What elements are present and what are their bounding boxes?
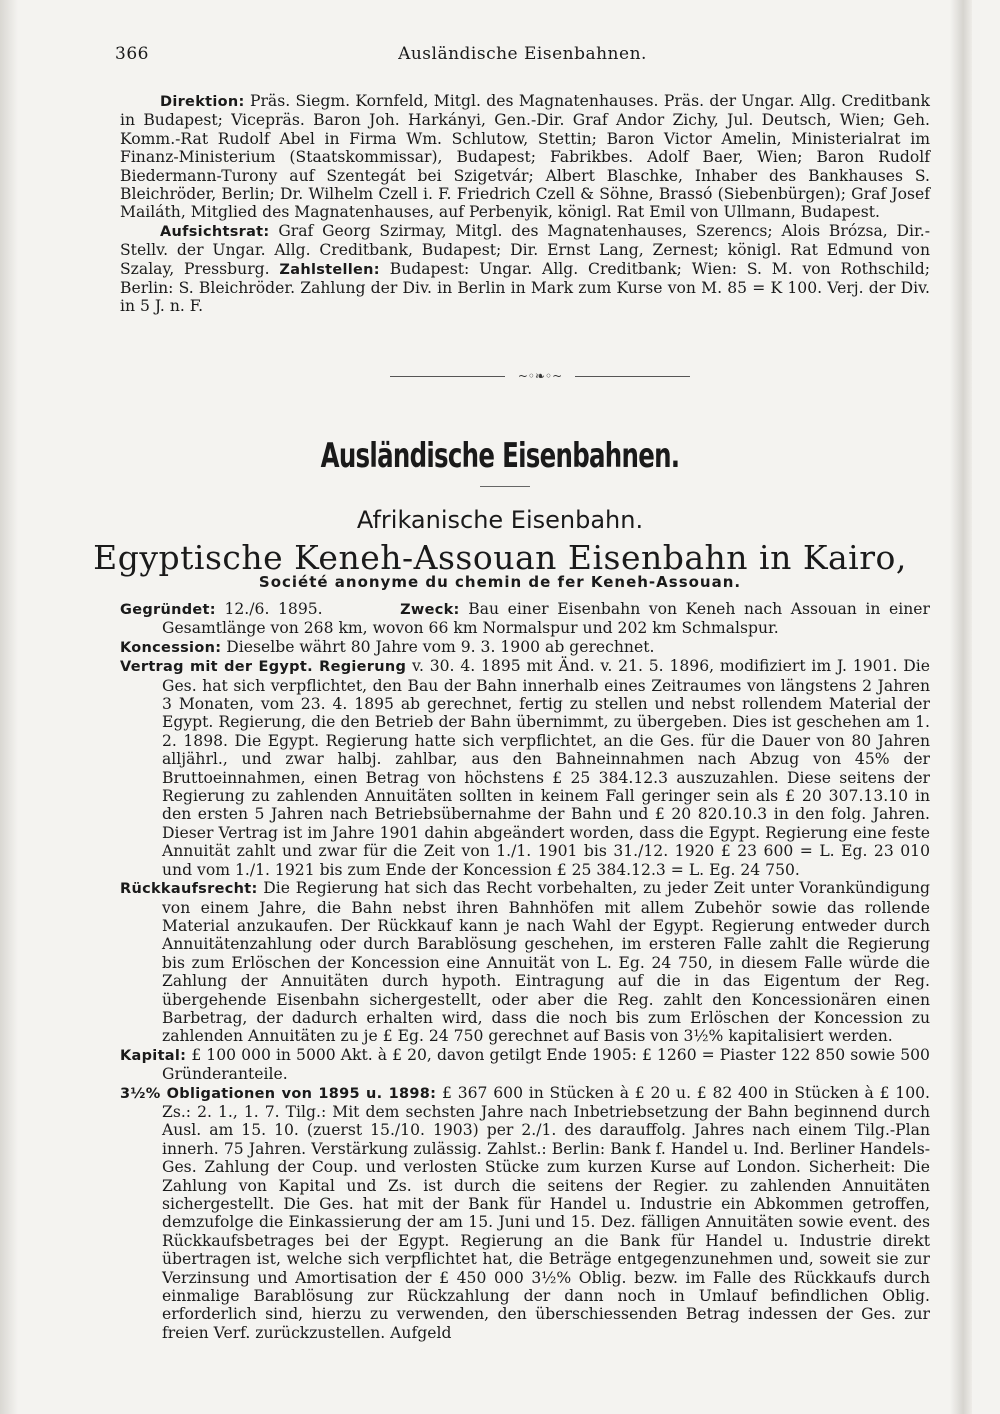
divider-rule-left (390, 376, 505, 377)
running-header (115, 44, 930, 68)
page-number: 366 (115, 44, 149, 64)
entry-label: Vertrag mit der Egypt. Regierung (120, 659, 407, 676)
entry-vertrag (120, 657, 930, 879)
section-title: Ausländische Eisenbahnen. (320, 436, 680, 476)
entry-label: Gegründet: (120, 602, 216, 618)
entry-rueckkaufsrecht (120, 879, 930, 1046)
company-entries (120, 600, 930, 1342)
zahlstellen-label: Zahlstellen: (279, 261, 380, 278)
entry-text: 12./6. 1895. (224, 600, 323, 618)
aufsichtsrat-label: Aufsichtsrat: (160, 223, 270, 240)
aufsichtsrat-paragraph (120, 222, 930, 316)
previous-entry (120, 92, 930, 316)
running-title: Ausländische Eisenbahnen. (398, 44, 647, 64)
entry-label: 3½% Obligationen von 1895 u. 1898: (120, 1085, 437, 1102)
entry-label: Kapital: (120, 1047, 187, 1064)
ornament-glyph: ~◦❧◦~ (517, 369, 563, 383)
title-rule (480, 486, 530, 487)
section-divider-ornament (390, 369, 690, 383)
entry-gegruendet (120, 600, 930, 638)
entry-text: £ 367 600 in Stücken à £ 20 u. £ 82 400 in Stücken à £ 100. Zs.: 2. 1., 1. 7. Tilg.: Mit dem sechsten Jahre nach Inbetriebsetzung der Bahn beginnend durch Ausl. am 15. 10. (zuerst 15./10. 1903) per 2./1. des darauffolg. Jahres nach einem Tilg.-Plan innerh. 75 Jahren. Verstärkung zulässig. Zahlst.: Berlin: Bank f. Handel u. Ind. Berliner Handels-Ges. Zahlung der Coup. und verlosten Stücke zum kurzen Kurse auf London. Sicherheit: Die Zahlung von Kapital und Zs. ist durch die seitens der Regier. zu zahlenden Annuitäten sichergestellt. Die Ges. hat mit der Bank für Handel u. Industrie ein Abkommen getroffen, demzufolge die Einkassierung der am 15. Juni und 15. Dez. fälligen Annuitäten sowie event. des Rückkaufsbetrages bei der Egypt. Regierung an die Bank für Handel u. Industrie direkt übertragen ist, welche sich verpflichtet hat, die Beträge entgegenzunehmen und, soweit sie zur Verzinsung und Amortisation der £ 450 000 3½% Oblig. bezw. im Falle des Rückkaufs durch einmalige Barablösung zur Rückzahlung der dann noch in Umlauf befindlichen Oblig. erforderlich sind, hierzu zu verwenden, den überschiessenden Betrag indessen der Ges. zur freien Verf. zurückzustellen. Aufgeld (162, 1083, 930, 1342)
entry-text: Die Regierung hat sich das Recht vorbehalten, zu jeder Zeit unter Vorankündigung von einem Jahre, die Bahn nebst ihren Bahnhöfen mit allem Zubehör sowie das rollende Material anzukaufen. Der Rückkauf kann je nach Wahl der Egypt. Regierung entweder durch Annuitätenzahlung oder durch Barablösung geschehen, im ersteren Falle zahlt die Regierung bis zum Erlöschen der Koncession eine Annuität von L. Eg. 24 750, in diesem Falle würde die Zahlung der Annuitäten durch hypoth. Eintragung auf die in das Eigentum der Reg. übergehende Eisenbahn sichergestellt, oder aber die Reg. zahlt den Koncessionären einen Barbetrag, der dadurch erhalten wird, dass die noch bis zum Erlöschen der Koncession zu zahlenden Annuitäten zu je £ Eg. 24 750 gerechnet auf Basis von 3½% kapitalisiert werden. (162, 879, 930, 1046)
entry-obligationen (120, 1084, 930, 1343)
company-name: Egyptische Keneh-Assouan Eisenbahn in Kairo, (93, 538, 907, 577)
aufsichtsrat-text: Graf Georg Szirmay, Mitgl. des Magnatenhauses, Szerencs; Alois Brózsa, Dir.-Stellv. der Ungar. Allg. Creditbank, Budapest; Dir. Ernst Lang, Zernest; königl. Rat Edmund von Szalay, Pressburg. (120, 221, 930, 278)
entry-text: £ 100 000 in 5000 Akt. à £ 20, davon getilgt Ende 1905: £ 1260 = Piaster 122 850 sowie 500 Gründeranteile. (162, 1045, 930, 1084)
entry-kapital (120, 1046, 930, 1084)
subsection-title: Afrikanische Eisenbahn. (356, 506, 644, 534)
entry-label: Koncession: (120, 639, 222, 656)
direktion-label: Direktion: (160, 94, 245, 110)
entry-label: Zweck: (400, 602, 460, 618)
entry-text: Dieselbe währt 80 Jahre vom 9. 3. 1900 ab gerechnet. (226, 637, 655, 656)
entry-text: v. 30. 4. 1895 mit Änd. v. 21. 5. 1896, modifiziert im J. 1901. Die Ges. hat sich verpflichtet, den Bau der Bahn innerhalb eines Zeitraumes von längstens 2 Jahren 3 Monaten, vom 23. 4. 1895 ab gerechnet, fertig zu stellen und nebst rollendem Material der Egypt. Regierung, die den Betrieb der Bahn übernimmt, zu übergeben. Dies ist geschehen am 1. 2. 1898. Die Egypt. Regierung hatte sich verpflichtet, an die Ges. für die Dauer von 80 Jahren alljährl., und zwar halbj. zahlbar, aus den Bahneinnahmen nach Abzug von 45% der Bruttoeinnahmen, einen Betrag von höchstens £ 25 384.12.3 auszuzahlen. Diese seitens der Regierung zu zahlenden Annuitäten sollten in keinem Fall geringer sein als £ 20 307.13.10 in den ersten 5 Jahren nach Betriebsübernahme der Bahn und £ 20 820.10.3 in den folg. Jahren. Dieser Vertrag ist im Jahre 1901 dahin abgeändert worden, dass die Egypt. Regierung eine feste Annuität zahlt und zwar für die Zeit von 1./1. 1901 bis 31./12. 1920 £ 23 600 = L. Eg. 23 010 und vom 1./1. 1921 bis zum Ende der Koncession £ 25 384.12.3 = L. Eg. 24 750. (162, 657, 930, 879)
direktion-paragraph (120, 92, 930, 222)
divider-rule-right (575, 376, 690, 377)
company-french-name: Société anonyme du chemin de fer Keneh-Assouan. (258, 573, 742, 591)
entry-koncession (120, 638, 930, 657)
entry-label: Rückkaufsrecht: (120, 881, 258, 898)
zahlstellen-text: Budapest: Ungar. Allg. Creditbank; Wien: S. M. von Rothschild; Berlin: S. Bleichröder. Zahlung der Div. in Berlin in Mark zum Kurse von M. 85 = K 100. Verj. der Div. in 5 J. n. F. (120, 259, 930, 316)
entry-text: Bau einer Eisenbahn von Keneh nach Assouan in einer Gesamtlänge von 268 km, wovon 66 km Normalspur und 202 km Schmalspur. (162, 600, 930, 638)
direktion-text: Präs. Siegm. Kornfeld, Mitgl. des Magnatenhauses. Präs. der Ungar. Allg. Creditbank in Budapest; Vicepräs. Baron Joh. Harkányi, Gen.-Dir. Graf Andor Zichy, Jul. Deutsch, Wien; Geh. Komm.-Rat Rudolf Abel in Firma Wm. Schlutow, Stettin; Baron Victor Amelin, Ministerialrat im Finanz-Ministerium (Staatskommissar), Budapest; Fabrikbes. Adolf Baer, Wien; Baron Rudolf Biedermann-Turony auf Szentegát bei Szigetvár; Albert Blaschke, Inhaber des Bankhauses S. Bleichröder, Berlin; Dr. Wilhelm Czell i. F. Friedrich Czell & Söhne, Brassó (Siebenbürgen); Graf Josef Mailáth, Mitglied des Magnatenhauses, auf Perbenyik, königl. Rat Emil von Ullmann, Budapest. (120, 92, 930, 222)
